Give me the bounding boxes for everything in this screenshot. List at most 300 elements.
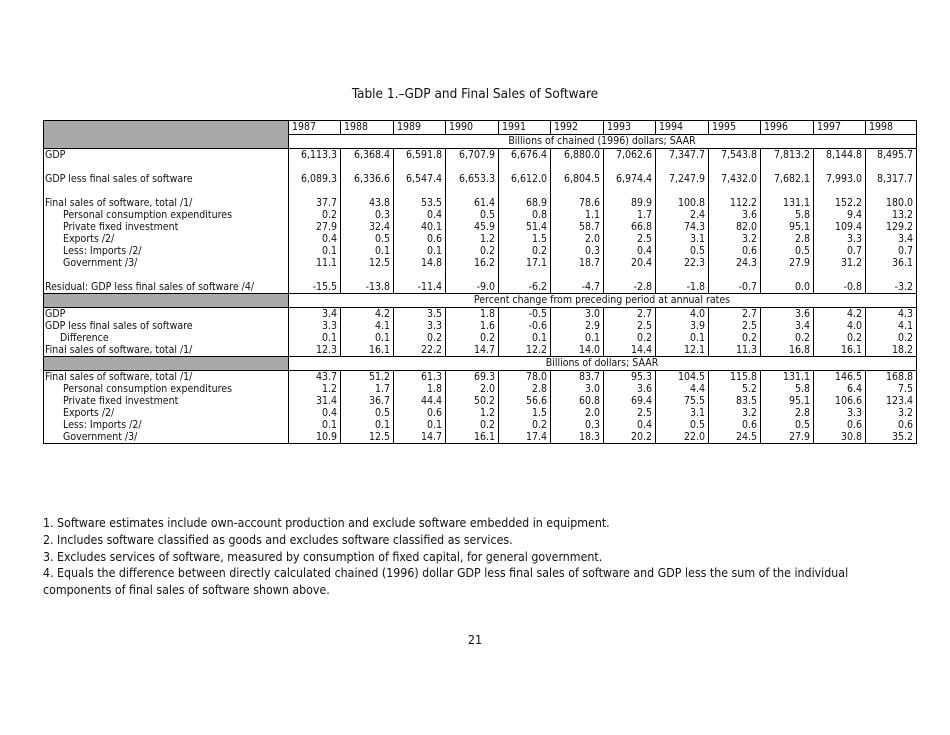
value-cell: -2.8: [604, 281, 656, 294]
year-header: 1992: [551, 121, 604, 135]
value-cell: 10.9: [289, 431, 341, 444]
value-cell: 0.3: [551, 419, 604, 431]
value-cell: 0.5: [761, 419, 814, 431]
value-cell: 1.2: [446, 407, 499, 419]
value-cell: 3.6: [709, 209, 761, 221]
value-cell: 0.6: [394, 233, 446, 245]
value-cell: 7,543.8: [709, 149, 761, 162]
value-cell: 0.2: [446, 332, 499, 344]
value-cell: 104.5: [656, 371, 709, 384]
table-row: [44, 221, 917, 233]
unit-row: [44, 357, 917, 371]
value-cell: 2.5: [709, 320, 761, 332]
blank-row: [44, 161, 917, 173]
value-cell: 2.8: [761, 407, 814, 419]
value-cell: 12.5: [341, 431, 394, 444]
value-cell: 2.5: [604, 407, 656, 419]
empty-cell: [341, 185, 394, 197]
row-label: GDP less final sales of software: [44, 173, 289, 185]
row-label: Final sales of software, total /1/: [44, 197, 289, 209]
empty-cell: [551, 161, 604, 173]
value-cell: 1.2: [289, 383, 341, 395]
value-cell: 100.8: [656, 197, 709, 209]
row-label: Private fixed investment: [44, 221, 289, 233]
value-cell: 0.1: [394, 419, 446, 431]
value-cell: 30.8: [814, 431, 866, 444]
value-cell: 43.8: [341, 197, 394, 209]
value-cell: 51.2: [341, 371, 394, 384]
value-cell: 6.4: [814, 383, 866, 395]
value-cell: 0.4: [604, 419, 656, 431]
value-cell: 13.2: [866, 209, 917, 221]
value-cell: 69.4: [604, 395, 656, 407]
value-cell: -15.5: [289, 281, 341, 294]
value-cell: 0.5: [341, 233, 394, 245]
value-cell: -13.8: [341, 281, 394, 294]
footnotes: [43, 515, 913, 599]
value-cell: 40.1: [394, 221, 446, 233]
empty-cell: [656, 161, 709, 173]
value-cell: 78.6: [551, 197, 604, 209]
value-cell: 7,813.2: [761, 149, 814, 162]
empty-cell: [761, 161, 814, 173]
value-cell: 24.5: [709, 431, 761, 444]
value-cell: 16.2: [446, 257, 499, 269]
empty-cell: [551, 269, 604, 281]
value-cell: 0.1: [341, 245, 394, 257]
value-cell: 0.2: [499, 419, 551, 431]
value-cell: 106.6: [814, 395, 866, 407]
page-number: 21: [467, 632, 483, 647]
value-cell: 3.4: [289, 308, 341, 321]
footnote: 1. Software estimates include own-account production and exclude software embedded in equipment.: [43, 516, 610, 530]
empty-cell: [604, 161, 656, 173]
empty-cell: [604, 269, 656, 281]
row-label: [44, 161, 289, 173]
value-cell: 66.8: [604, 221, 656, 233]
value-cell: 6,653.3: [446, 173, 499, 185]
table-row: [44, 245, 917, 257]
blank-row: [44, 185, 917, 197]
value-cell: -0.6: [499, 320, 551, 332]
value-cell: 3.9: [656, 320, 709, 332]
value-cell: -1.8: [656, 281, 709, 294]
empty-cell: [814, 269, 866, 281]
value-cell: 180.0: [866, 197, 917, 209]
table-row: [44, 149, 917, 162]
year-header: 1998: [866, 121, 917, 135]
value-cell: 7.5: [866, 383, 917, 395]
table-row: [44, 431, 917, 444]
value-cell: 14.0: [551, 344, 604, 357]
value-cell: 129.2: [866, 221, 917, 233]
value-cell: 20.4: [604, 257, 656, 269]
empty-cell: [289, 269, 341, 281]
empty-cell: [394, 161, 446, 173]
value-cell: 0.1: [289, 245, 341, 257]
value-cell: 0.5: [446, 209, 499, 221]
value-cell: 3.4: [761, 320, 814, 332]
year-header-row: [44, 121, 917, 135]
table-row: [44, 281, 917, 294]
value-cell: 6,974.4: [604, 173, 656, 185]
value-cell: 50.2: [446, 395, 499, 407]
value-cell: 2.5: [604, 233, 656, 245]
year-header: 1997: [814, 121, 866, 135]
value-cell: 17.4: [499, 431, 551, 444]
value-cell: 18.2: [866, 344, 917, 357]
value-cell: 12.2: [499, 344, 551, 357]
value-cell: -4.7: [551, 281, 604, 294]
value-cell: 16.1: [341, 344, 394, 357]
value-cell: 3.3: [814, 233, 866, 245]
row-label: Exports /2/: [44, 407, 289, 419]
value-cell: 0.1: [341, 332, 394, 344]
value-cell: 146.5: [814, 371, 866, 384]
value-cell: 56.6: [499, 395, 551, 407]
empty-cell: [289, 185, 341, 197]
empty-cell: [709, 161, 761, 173]
value-cell: 2.0: [446, 383, 499, 395]
year-header: 1994: [656, 121, 709, 135]
value-cell: 61.3: [394, 371, 446, 384]
value-cell: 0.8: [499, 209, 551, 221]
value-cell: 0.1: [289, 419, 341, 431]
value-cell: 27.9: [761, 431, 814, 444]
value-cell: 43.7: [289, 371, 341, 384]
value-cell: 7,993.0: [814, 173, 866, 185]
table-row: [44, 257, 917, 269]
unit-row-corner: [44, 294, 289, 308]
value-cell: 11.3: [709, 344, 761, 357]
value-cell: 14.8: [394, 257, 446, 269]
row-label: Private fixed investment: [44, 395, 289, 407]
value-cell: 12.1: [656, 344, 709, 357]
value-cell: 8,495.7: [866, 149, 917, 162]
value-cell: 3.0: [551, 383, 604, 395]
value-cell: 123.4: [866, 395, 917, 407]
value-cell: 0.6: [709, 245, 761, 257]
table-row: [44, 320, 917, 332]
value-cell: 20.2: [604, 431, 656, 444]
row-label: Final sales of software, total /1/: [44, 344, 289, 357]
value-cell: 0.1: [551, 332, 604, 344]
empty-cell: [394, 269, 446, 281]
empty-cell: [446, 185, 499, 197]
value-cell: 0.5: [656, 419, 709, 431]
value-cell: 3.1: [656, 233, 709, 245]
value-cell: 131.1: [761, 197, 814, 209]
row-label: Difference: [44, 332, 289, 344]
value-cell: 2.7: [709, 308, 761, 321]
empty-cell: [604, 185, 656, 197]
value-cell: 3.3: [814, 407, 866, 419]
value-cell: 0.2: [866, 332, 917, 344]
value-cell: 1.7: [604, 209, 656, 221]
row-label: [44, 269, 289, 281]
value-cell: 6,113.3: [289, 149, 341, 162]
value-cell: 89.9: [604, 197, 656, 209]
value-cell: 2.0: [551, 233, 604, 245]
empty-cell: [499, 161, 551, 173]
empty-cell: [446, 161, 499, 173]
empty-cell: [394, 185, 446, 197]
value-cell: 3.6: [604, 383, 656, 395]
table-row: [44, 344, 917, 357]
table-row: [44, 383, 917, 395]
empty-cell: [866, 161, 917, 173]
value-cell: 4.0: [656, 308, 709, 321]
unit-row: [44, 294, 917, 308]
value-cell: 0.5: [761, 245, 814, 257]
value-cell: 16.8: [761, 344, 814, 357]
value-cell: 0.1: [656, 332, 709, 344]
value-cell: -11.4: [394, 281, 446, 294]
value-cell: 2.5: [604, 320, 656, 332]
value-cell: 3.2: [866, 407, 917, 419]
value-cell: -0.7: [709, 281, 761, 294]
value-cell: 31.2: [814, 257, 866, 269]
value-cell: 0.1: [394, 245, 446, 257]
empty-cell: [499, 269, 551, 281]
value-cell: 7,432.0: [709, 173, 761, 185]
value-cell: 5.8: [761, 209, 814, 221]
value-cell: 16.1: [446, 431, 499, 444]
value-cell: 6,804.5: [551, 173, 604, 185]
value-cell: 36.1: [866, 257, 917, 269]
value-cell: 22.3: [656, 257, 709, 269]
value-cell: 14.7: [394, 431, 446, 444]
year-header: 1995: [709, 121, 761, 135]
table-title: Table 1.–GDP and Final Sales of Software: [351, 86, 599, 102]
value-cell: 0.2: [394, 332, 446, 344]
empty-cell: [866, 185, 917, 197]
value-cell: 2.0: [551, 407, 604, 419]
value-cell: 4.2: [341, 308, 394, 321]
row-label: Residual: GDP less final sales of software /4/: [44, 281, 289, 294]
value-cell: 0.3: [341, 209, 394, 221]
value-cell: 0.1: [499, 332, 551, 344]
value-cell: 0.2: [289, 209, 341, 221]
value-cell: 69.3: [446, 371, 499, 384]
year-header: 1987: [289, 121, 341, 135]
value-cell: 6,591.8: [394, 149, 446, 162]
value-cell: 7,247.9: [656, 173, 709, 185]
empty-cell: [761, 269, 814, 281]
value-cell: 32.4: [341, 221, 394, 233]
table-row: [44, 371, 917, 384]
row-label: Personal consumption expenditures: [44, 383, 289, 395]
value-cell: 8,317.7: [866, 173, 917, 185]
value-cell: 3.0: [551, 308, 604, 321]
value-cell: 0.2: [814, 332, 866, 344]
value-cell: 53.5: [394, 197, 446, 209]
value-cell: 2.8: [761, 233, 814, 245]
value-cell: 1.7: [341, 383, 394, 395]
value-cell: 24.3: [709, 257, 761, 269]
value-cell: 0.2: [761, 332, 814, 344]
value-cell: 4.4: [656, 383, 709, 395]
value-cell: 17.1: [499, 257, 551, 269]
value-cell: 44.4: [394, 395, 446, 407]
empty-cell: [866, 269, 917, 281]
footnote: 3. Excludes services of software, measured by consumption of fixed capital, for general government.: [43, 549, 603, 564]
value-cell: 3.4: [866, 233, 917, 245]
value-cell: 6,707.9: [446, 149, 499, 162]
value-cell: 0.2: [604, 332, 656, 344]
value-cell: 6,880.0: [551, 149, 604, 162]
table-row: [44, 173, 917, 185]
year-header: 1988: [341, 121, 394, 135]
value-cell: 4.2: [814, 308, 866, 321]
value-cell: 109.4: [814, 221, 866, 233]
value-cell: 112.2: [709, 197, 761, 209]
value-cell: 83.7: [551, 371, 604, 384]
value-cell: -3.2: [866, 281, 917, 294]
empty-cell: [341, 161, 394, 173]
value-cell: 6,336.6: [341, 173, 394, 185]
value-cell: 1.2: [446, 233, 499, 245]
value-cell: 3.3: [394, 320, 446, 332]
value-cell: 1.5: [499, 407, 551, 419]
value-cell: 0.4: [289, 233, 341, 245]
value-cell: 22.2: [394, 344, 446, 357]
value-cell: 51.4: [499, 221, 551, 233]
value-cell: 37.7: [289, 197, 341, 209]
empty-cell: [551, 185, 604, 197]
empty-cell: [289, 161, 341, 173]
row-label: Less: Imports /2/: [44, 419, 289, 431]
value-cell: 0.4: [604, 245, 656, 257]
row-label: GDP less final sales of software: [44, 320, 289, 332]
value-cell: 1.5: [499, 233, 551, 245]
value-cell: 0.2: [499, 245, 551, 257]
table-row: [44, 233, 917, 245]
value-cell: 16.1: [814, 344, 866, 357]
value-cell: 0.2: [709, 332, 761, 344]
value-cell: 0.3: [551, 245, 604, 257]
value-cell: 4.0: [814, 320, 866, 332]
value-cell: 5.8: [761, 383, 814, 395]
empty-cell: [709, 185, 761, 197]
value-cell: 3.3: [289, 320, 341, 332]
value-cell: 6,368.4: [341, 149, 394, 162]
value-cell: 2.4: [656, 209, 709, 221]
value-cell: 0.6: [866, 419, 917, 431]
value-cell: 115.8: [709, 371, 761, 384]
value-cell: 45.9: [446, 221, 499, 233]
value-cell: 7,347.7: [656, 149, 709, 162]
data-table: [43, 120, 917, 444]
value-cell: 1.8: [446, 308, 499, 321]
value-cell: 60.8: [551, 395, 604, 407]
row-label: Final sales of software, total /1/: [44, 371, 289, 384]
value-cell: 7,682.1: [761, 173, 814, 185]
value-cell: 95.1: [761, 395, 814, 407]
value-cell: 95.3: [604, 371, 656, 384]
year-header: 1996: [761, 121, 814, 135]
row-label: Exports /2/: [44, 233, 289, 245]
value-cell: 0.2: [446, 419, 499, 431]
value-cell: 0.6: [394, 407, 446, 419]
table-row: [44, 407, 917, 419]
value-cell: 3.1: [656, 407, 709, 419]
value-cell: 9.4: [814, 209, 866, 221]
value-cell: 0.5: [656, 245, 709, 257]
row-label: GDP: [44, 308, 289, 321]
blank-row: [44, 269, 917, 281]
unit-label: Billions of chained (1996) dollars; SAAR: [289, 135, 917, 149]
value-cell: 1.8: [394, 383, 446, 395]
year-header: 1993: [604, 121, 656, 135]
value-cell: 0.7: [814, 245, 866, 257]
value-cell: 1.6: [446, 320, 499, 332]
value-cell: 0.6: [814, 419, 866, 431]
value-cell: 0.2: [446, 245, 499, 257]
empty-cell: [814, 185, 866, 197]
value-cell: 0.7: [866, 245, 917, 257]
unit-label: Percent change from preceding period at annual rates: [289, 294, 917, 308]
value-cell: 0.1: [341, 419, 394, 431]
value-cell: 61.4: [446, 197, 499, 209]
year-header: 1991: [499, 121, 551, 135]
row-label: Less: Imports /2/: [44, 245, 289, 257]
table-row: [44, 395, 917, 407]
header-corner: [44, 121, 289, 149]
value-cell: 6,676.4: [499, 149, 551, 162]
value-cell: 82.0: [709, 221, 761, 233]
table-row: [44, 308, 917, 321]
empty-cell: [341, 269, 394, 281]
value-cell: 3.5: [394, 308, 446, 321]
value-cell: 7,062.6: [604, 149, 656, 162]
row-label: Government /3/: [44, 431, 289, 444]
value-cell: 3.6: [761, 308, 814, 321]
value-cell: 68.9: [499, 197, 551, 209]
footnote: 2. Includes software classified as goods and excludes software classified as services.: [43, 532, 513, 547]
year-header: 1990: [446, 121, 499, 135]
value-cell: 0.5: [341, 407, 394, 419]
value-cell: 12.3: [289, 344, 341, 357]
empty-cell: [656, 185, 709, 197]
table-row: [44, 209, 917, 221]
value-cell: 83.5: [709, 395, 761, 407]
empty-cell: [656, 269, 709, 281]
value-cell: 6,547.4: [394, 173, 446, 185]
value-cell: 14.7: [446, 344, 499, 357]
value-cell: 22.0: [656, 431, 709, 444]
value-cell: 95.1: [761, 221, 814, 233]
value-cell: 75.5: [656, 395, 709, 407]
value-cell: 12.5: [341, 257, 394, 269]
value-cell: 6,612.0: [499, 173, 551, 185]
value-cell: 11.1: [289, 257, 341, 269]
value-cell: 27.9: [761, 257, 814, 269]
value-cell: 0.6: [709, 419, 761, 431]
row-label: Personal consumption expenditures: [44, 209, 289, 221]
value-cell: 4.1: [866, 320, 917, 332]
value-cell: -6.2: [499, 281, 551, 294]
value-cell: -0.5: [499, 308, 551, 321]
unit-row-corner: [44, 357, 289, 371]
value-cell: 1.1: [551, 209, 604, 221]
value-cell: -9.0: [446, 281, 499, 294]
value-cell: 2.9: [551, 320, 604, 332]
row-label: Government /3/: [44, 257, 289, 269]
value-cell: 4.1: [341, 320, 394, 332]
table-row: [44, 332, 917, 344]
value-cell: 35.2: [866, 431, 917, 444]
